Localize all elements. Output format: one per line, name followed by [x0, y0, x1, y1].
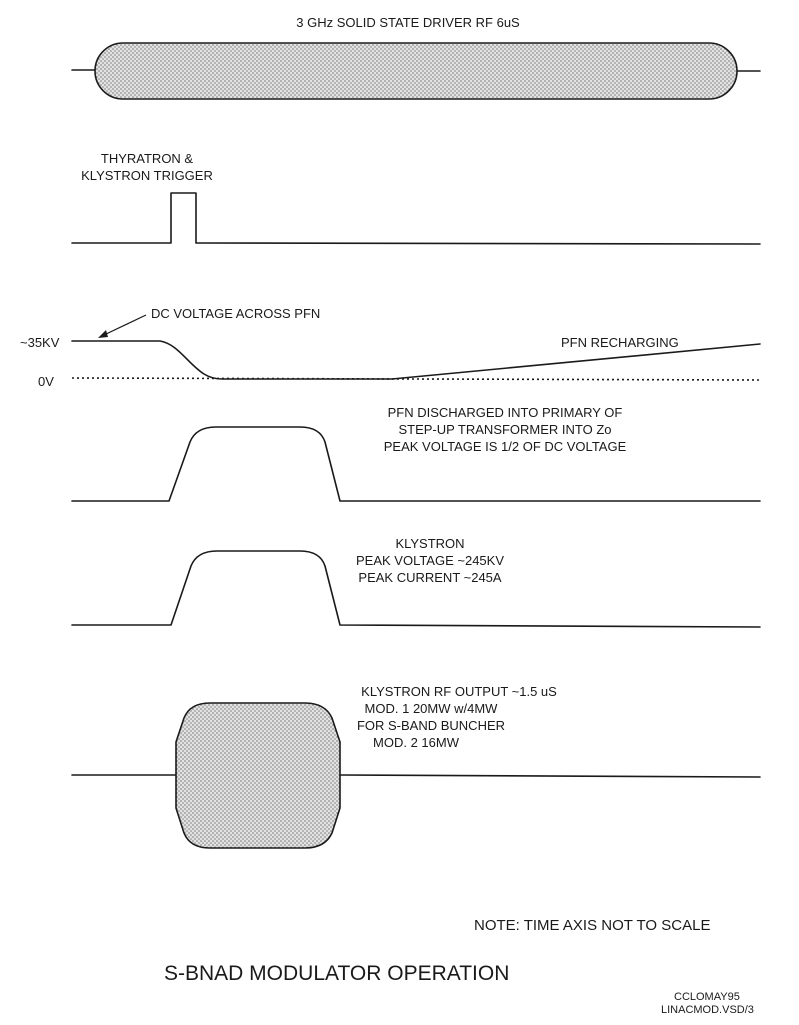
klystron-line3: PEAK CURRENT ~245A — [358, 570, 502, 585]
trigger-pulse-waveform — [72, 193, 760, 244]
pfn-discharge-line1: PFN DISCHARGED INTO PRIMARY OF — [387, 405, 623, 420]
pfn-discharge-group — [72, 405, 760, 501]
driver-rf-group — [72, 15, 760, 99]
pfn-dc-label: DC VOLTAGE ACROSS PFN — [151, 306, 321, 321]
pfn-discharge-line2: STEP-UP TRANSFORMER INTO Zo — [398, 422, 612, 437]
doc-ref-line1: CCLOMAY95 — [674, 991, 740, 1003]
diagram-title: S-BNAD MODULATOR OPERATION — [164, 962, 510, 985]
pfn-recharge-label: PFN RECHARGING — [561, 335, 679, 350]
klystron-rf-baseline-right — [340, 775, 760, 777]
pfn-dc-level-zero: 0V — [38, 374, 54, 389]
pfn-dc-arrow-head — [98, 330, 108, 338]
trigger-label-line2: KLYSTRON TRIGGER — [81, 168, 213, 183]
doc-ref-line2: LINACMOD.VSD/3 — [661, 1004, 754, 1016]
driver-rf-envelope — [95, 43, 737, 99]
klystron-rf-line4: MOD. 2 16MW — [373, 735, 459, 750]
driver-rf-label: 3 GHz SOLID STATE DRIVER RF 6uS — [296, 15, 520, 30]
klystron-group — [72, 536, 760, 627]
pfn-dc-level-high: ~35KV — [20, 335, 60, 350]
klystron-rf-line2: MOD. 1 20MW w/4MW — [364, 701, 498, 716]
klystron-rf-group — [72, 684, 760, 848]
pfn-discharge-line3: PEAK VOLTAGE IS 1/2 OF DC VOLTAGE — [383, 439, 627, 454]
klystron-rf-line1: KLYSTRON RF OUTPUT ~1.5 uS — [361, 684, 557, 699]
klystron-line2: PEAK VOLTAGE ~245KV — [355, 553, 505, 568]
pfn-dc-arrow-shaft — [104, 315, 146, 335]
zero-volt-reference — [72, 378, 760, 380]
time-axis-note: NOTE: TIME AXIS NOT TO SCALE — [474, 917, 711, 934]
trigger-group — [72, 151, 760, 244]
klystron-rf-envelope — [176, 703, 340, 848]
klystron-line1: KLYSTRON — [395, 536, 465, 551]
trigger-label-line1: THYRATRON & — [100, 151, 194, 166]
pfn-dc-group — [20, 306, 760, 389]
klystron-rf-line3: FOR S-BAND BUNCHER — [356, 718, 506, 733]
